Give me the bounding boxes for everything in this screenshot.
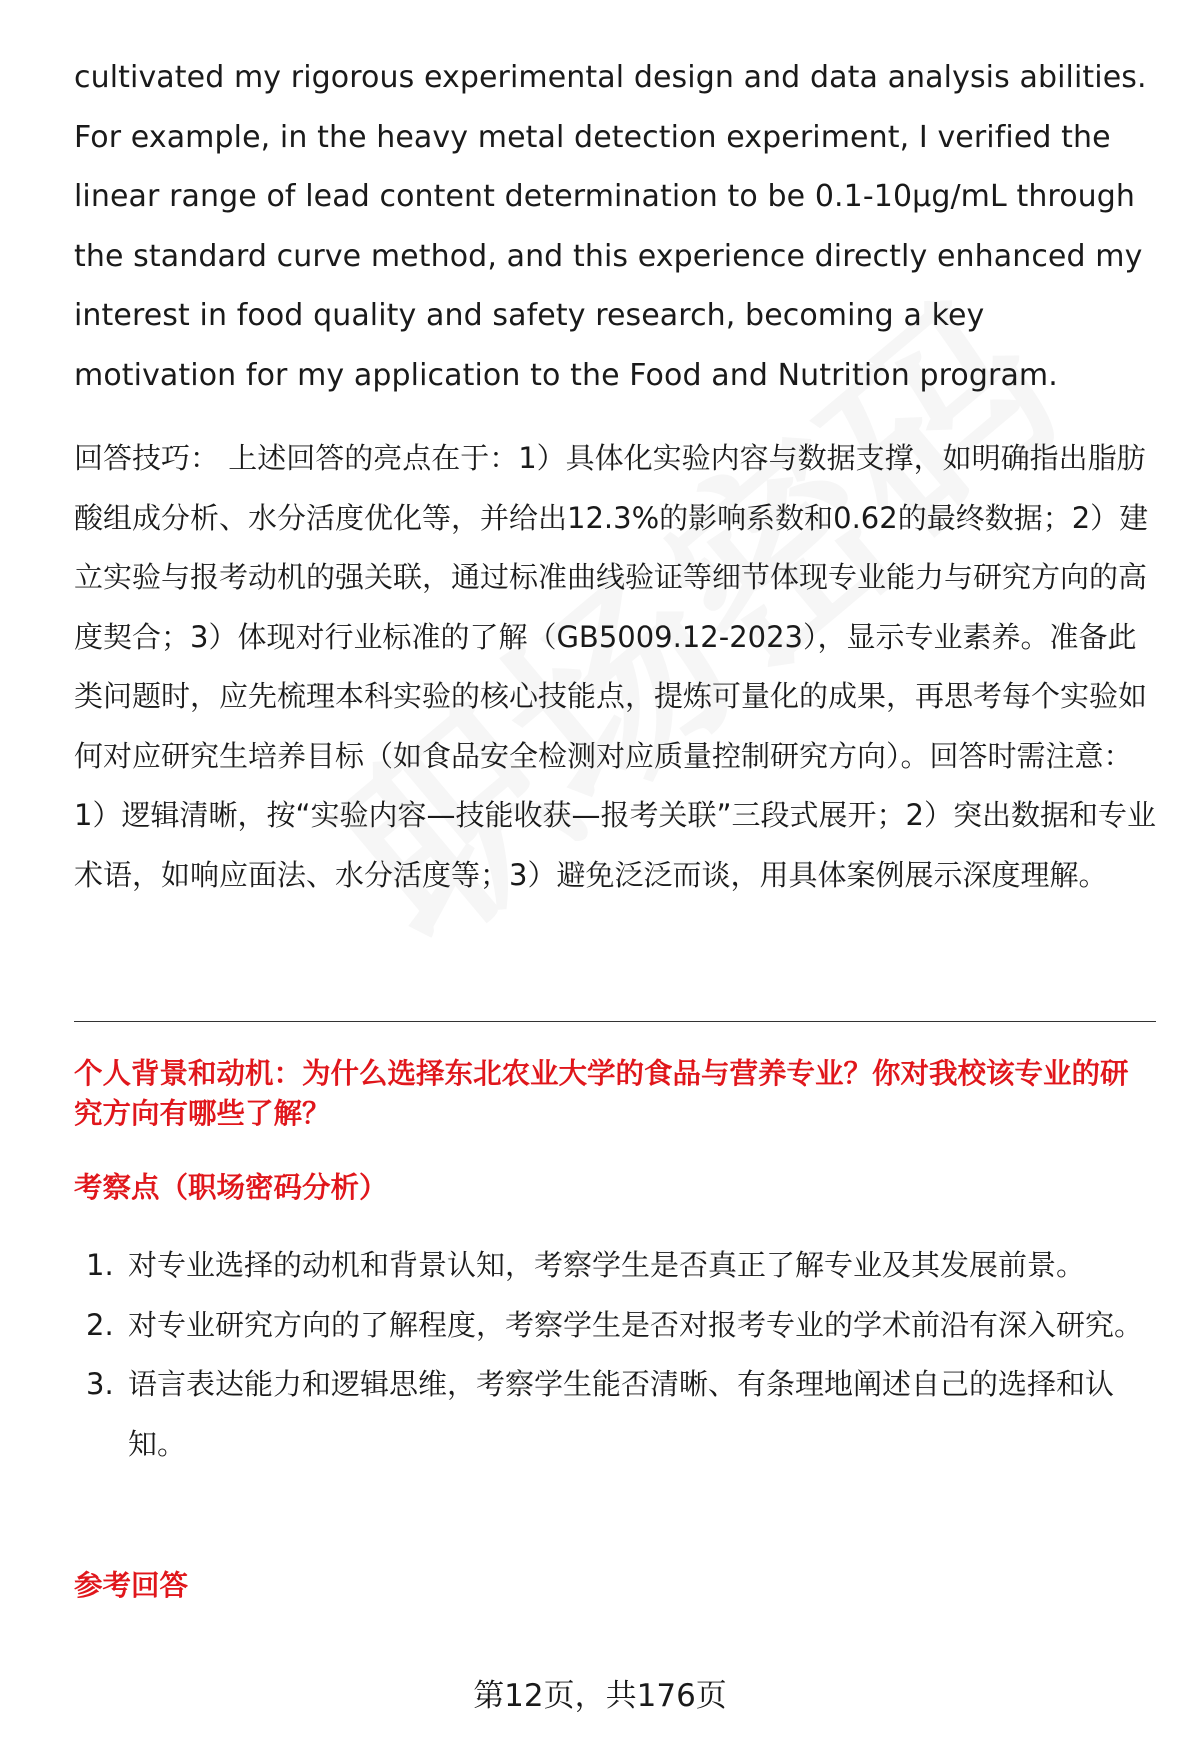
- list-item-number: 2.: [86, 1307, 114, 1342]
- page-footer: 第12页，共176页: [473, 1678, 727, 1714]
- list-item-text: 语言表达能力和逻辑思维，考察学生能否清晰、有条理地阐述自己的选择和认知。: [128, 1367, 1115, 1461]
- list-item-number: 3.: [86, 1367, 114, 1401]
- point-heading: 考察点（职场密码分析）: [74, 1171, 388, 1204]
- tip-paragraph: 回答技巧： 上述回答的亮点在于：1）具体化实验内容与数据支撑，如明确指出脂肪酸组成分析、水分活度优化等，并给出12.3%的影响系数和0.62的最终数据；2）建立实验与报考动机的强关联，通过标准曲线验证等细节体现专业能力与研究方向的高度契合；3）体现对行业标准的了解（GB5009.12-2023），显示专业素养。准备此类问题时，应先梳理本科实验的核心技能点，提炼可量化的成果，再思考每个实验如何对应研究生培养目标（如食品安全检测对应质量控制研究方向）。回答时需注意：1）逻辑清晰，按“实验内容—技能收获—报考关联”三段式展开；2）突出数据和专业术语，如响应面法、水分活度等；3）避免泛泛而谈，用具体案例展示深度理解。: [74, 441, 1156, 892]
- list-item-text: 对专业研究方向的了解程度，考察学生是否对报考专业的学术前沿有深入研究。: [128, 1307, 1144, 1342]
- points-list: [74, 1236, 1156, 1474]
- intro-paragraph: cultivated my rigorous experimental design and data analysis abilities. For example, in the heavy metal detection experiment, I verified the linear range of lead content determination to be 0.1-10μg/mL through the standard curve method, and this experience directly enhanced my interest in food quality and safety research, becoming a key motivation for my application to the Food and Nutrition program.: [74, 60, 1147, 393]
- question-heading: 个人背景和动机：为什么选择东北农业大学的食品与营养专业？你对我校该专业的研究方向有哪些了解？: [74, 1057, 1129, 1130]
- section-divider: [74, 1021, 1156, 1022]
- list-item: [74, 1236, 1156, 1296]
- document-body: [74, 48, 1156, 905]
- list-item-number: 1.: [86, 1248, 114, 1282]
- reference-answer-heading: 参考回答: [74, 1569, 189, 1602]
- list-item: [74, 1296, 1156, 1356]
- list-item: [74, 1355, 1156, 1474]
- list-item-text: 对专业选择的动机和背景认知，考察学生是否真正了解专业及其发展前景。: [128, 1248, 1086, 1282]
